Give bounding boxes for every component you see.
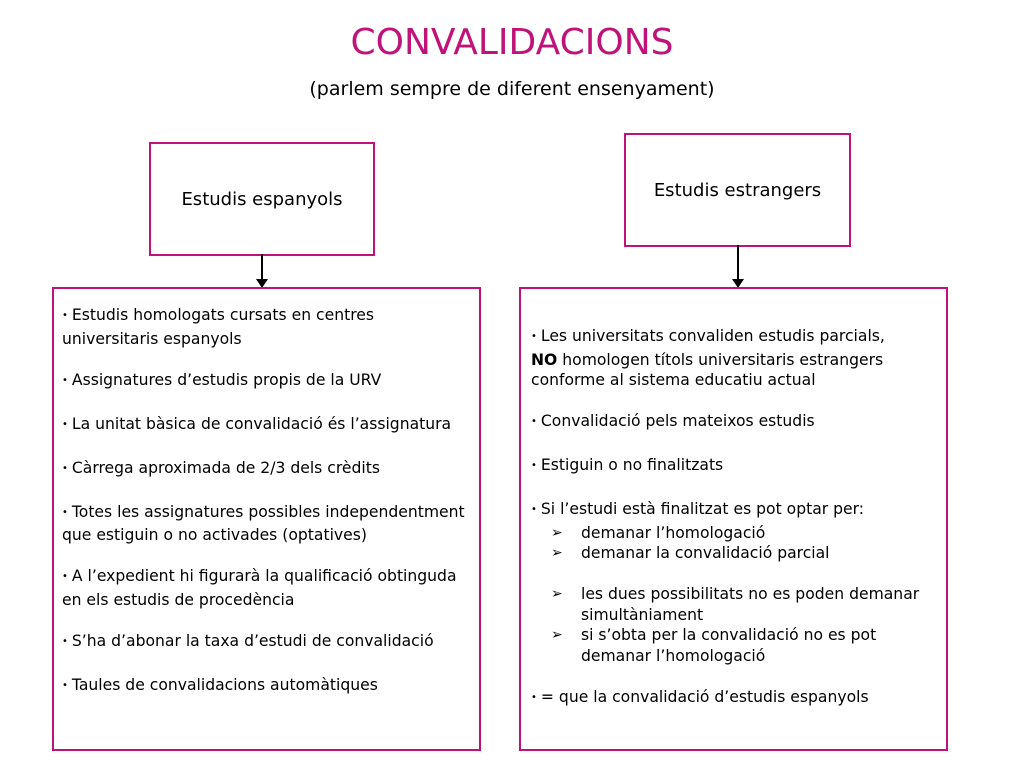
bullet-icon: • [62, 506, 68, 518]
bullet-icon: • [62, 374, 68, 386]
list-item: • Convalidació pels mateixos estudis [531, 412, 815, 430]
list-item: • Taules de convalidacions automàtiques [62, 675, 378, 694]
list-item: • La unitat bàsica de convalidació és l’assignatura [62, 414, 452, 433]
bullet-icon: • [62, 679, 68, 691]
arrow-bullet-icon: ➢ [551, 545, 563, 561]
header-box-spanish-studies [149, 142, 375, 256]
list-item: • Les universitats convaliden estudis parcials, NO homologen títols universitaris estrangers conforme al sistema educatiu actual [531, 327, 885, 389]
list-item: • A l’expedient hi figurarà la qualificació obtinguda en els estudis de procedència [62, 567, 457, 609]
list-item: • Estudis homologats cursats en centres universitaris espanyols [62, 306, 374, 348]
bullet-icon: • [531, 331, 537, 342]
sub-list-item: ➢ demanar l’homologació [551, 523, 766, 542]
header-label-foreign: Estudis estrangers [653, 179, 822, 201]
list-item: • Totes les assignatures possibles independentment que estiguin o no activades (optatives) [62, 502, 465, 544]
bullet-icon: • [62, 635, 68, 647]
bullet-icon: • [531, 504, 537, 515]
arrow-bullet-icon: ➢ [551, 586, 563, 602]
page-title: CONVALIDACIONS [350, 22, 674, 63]
arrow-down-icon [252, 254, 272, 290]
sub-list-item: ➢ si s’obta per la convalidació no es pot demanar l’homologació [551, 626, 877, 665]
arrow-bullet-icon: ➢ [551, 524, 563, 541]
header-box-foreign-studies [624, 133, 851, 247]
emphasis-no: NO [531, 350, 558, 369]
sub-list-item: ➢ demanar la convalidació parcial [551, 544, 830, 562]
list-item: • Assignatures d’estudis propis de la URV [62, 370, 382, 389]
bullet-icon: • [531, 691, 537, 703]
list-item: • S’ha d’abonar la taxa d’estudi de convalidació [62, 631, 434, 650]
bullet-icon: • [62, 462, 68, 474]
list-item: • Càrrega aproximada de 2/3 dels crèdits [62, 458, 380, 477]
page-subtitle: (parlem sempre de diferent ensenyament) [309, 78, 715, 100]
spanish-studies-list [52, 287, 481, 751]
foreign-studies-list [519, 287, 948, 751]
arrow-down-icon [728, 245, 748, 290]
list-item: • = que la convalidació d’estudis espanyols [531, 687, 869, 706]
arrow-bullet-icon: ➢ [551, 627, 563, 643]
bullet-icon: • [531, 460, 537, 471]
bullet-icon: • [62, 310, 68, 321]
bullet-icon: • [62, 571, 68, 582]
list-item: • Si l’estudi està finalitzat es pot optar per: [531, 500, 865, 518]
sub-list-item: ➢ les dues possibilitats no es poden demanar simultàniament [551, 585, 920, 624]
bullet-icon: • [62, 418, 68, 430]
list-item: • Estiguin o no finalitzats [531, 456, 724, 474]
header-label-spanish: Estudis espanyols [181, 188, 343, 210]
bullet-icon: • [531, 416, 537, 427]
